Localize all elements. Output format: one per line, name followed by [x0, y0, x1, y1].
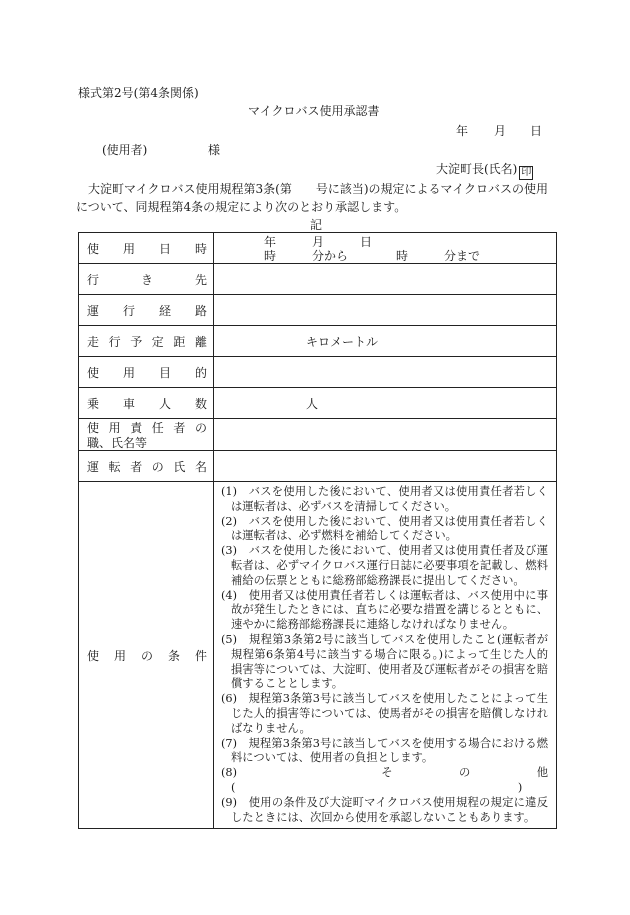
user-label: (使用者): [102, 143, 148, 157]
date-year-label: 年: [456, 124, 469, 138]
conditions-list: [214, 482, 557, 829]
condition-item: (5) 規程第3条第2号に該当してバスを使用したこと(運転者が規程第6条第4号に該当する場合に限る。)によって生じた人的損害等については、大淀町、使用者及び運転者がその損害を賠償することとします。: [221, 632, 548, 691]
dt-day: 日: [360, 235, 373, 249]
ki-label: 記: [310, 218, 323, 232]
route-field[interactable]: [214, 295, 557, 326]
user-honorific: 様: [208, 143, 221, 157]
label-route: 運 行 経 路: [79, 295, 214, 326]
passengers-field[interactable]: [214, 388, 557, 419]
label-distance: 走 行 予 定 距 離: [79, 326, 214, 357]
document-title: マイクロバス使用承認書: [248, 104, 380, 118]
destination-field[interactable]: [214, 264, 557, 295]
responsible-field[interactable]: [214, 419, 557, 451]
label-conditions: 使 用 の 条 件: [79, 482, 214, 829]
dt-hour2: 時: [396, 249, 409, 263]
seal-mark: 印: [521, 167, 532, 178]
date-day-label: 日: [530, 124, 543, 138]
label-datetime: 使 用 日 時: [79, 233, 214, 264]
driver-field[interactable]: [214, 451, 557, 482]
issuer-line: [436, 162, 533, 180]
distance-field[interactable]: [214, 326, 557, 357]
row-destination: [79, 264, 557, 295]
date-month-label: 月: [494, 124, 507, 138]
condition-item: (6) 規程第3条第3号に該当してバスを使用したことによって生じた人的損害等については、使馬者がその損害を賠償しなければなりません。: [221, 692, 548, 735]
passengers-unit: 人: [306, 396, 319, 411]
row-passengers: [79, 388, 557, 419]
condition-item: (2) バスを使用した後において、使用者又は使用責任者若しくは運転者は、必ず燃料を補給してください。: [221, 514, 548, 543]
condition-item: (7) 規程第3条第3号に該当してバスを使用する場合における燃料については、使用者の負担とします。: [221, 736, 548, 765]
label-responsible-line2: 職、氏名等: [87, 436, 148, 450]
row-conditions: [79, 482, 557, 829]
approval-table: [78, 232, 557, 829]
row-route: [79, 295, 557, 326]
row-driver: [79, 451, 557, 482]
label-responsible: 使 用 責 任 者 の 職、氏名等: [79, 419, 214, 451]
label-driver: 運 転 者 の 氏 名: [79, 451, 214, 482]
label-destination: 行 き 先: [79, 264, 214, 295]
dt-year: 年: [264, 235, 277, 249]
condition-item: (3) バスを使用した後において、使用者又は使用責任者及び運転者は、必ずマイクロバス運行日誌に必要事項を記載し、燃料補給の伝票とともに総務部総務課長に提出してください。: [221, 544, 548, 587]
dt-month: 月: [312, 235, 325, 249]
row-purpose: [79, 357, 557, 388]
row-distance: [79, 326, 557, 357]
condition-item: (1) バスを使用した後において、使用者又は使用責任者若しくは運転者は、必ずバスを清掃してください。: [221, 485, 548, 513]
label-passengers: 乗 車 人 数: [79, 388, 214, 419]
row-responsible: [79, 419, 557, 451]
dt-hour: 時: [264, 249, 277, 263]
condition-item: (4) 使用者又は使用責任者若しくは運転者は、バス使用中に事故が発生したときには、直ちに必要な措置を講じるとともに、速やかに総務部総務課長に連絡しなければなりません。: [221, 588, 548, 632]
dt-from: 分から: [312, 249, 349, 263]
issuer-label: 大淀町長(氏名): [436, 162, 518, 176]
datetime-field[interactable]: [214, 233, 557, 264]
condition-item-other[interactable]: (8) その他( ): [221, 766, 548, 794]
condition-item: (9) 使用の条件及び大淀町マイクロバス使用規程の規定に違反したときには、次回から使用を承認しないこともあります。: [221, 795, 548, 824]
row-datetime: [79, 233, 557, 264]
form-number: 様式第2号(第4条関係): [78, 86, 199, 100]
dt-until: 分まで: [444, 249, 481, 263]
purpose-field[interactable]: [214, 357, 557, 388]
distance-unit: キロメートル: [306, 334, 379, 349]
label-purpose: 使 用 目 的: [79, 357, 214, 388]
intro-paragraph: 大淀町マイクロバス使用規程第3条(第 号に該当)の規定によるマイクロバスの使用について、同規程第4条の規定により次のとおり承認します。: [76, 182, 549, 214]
